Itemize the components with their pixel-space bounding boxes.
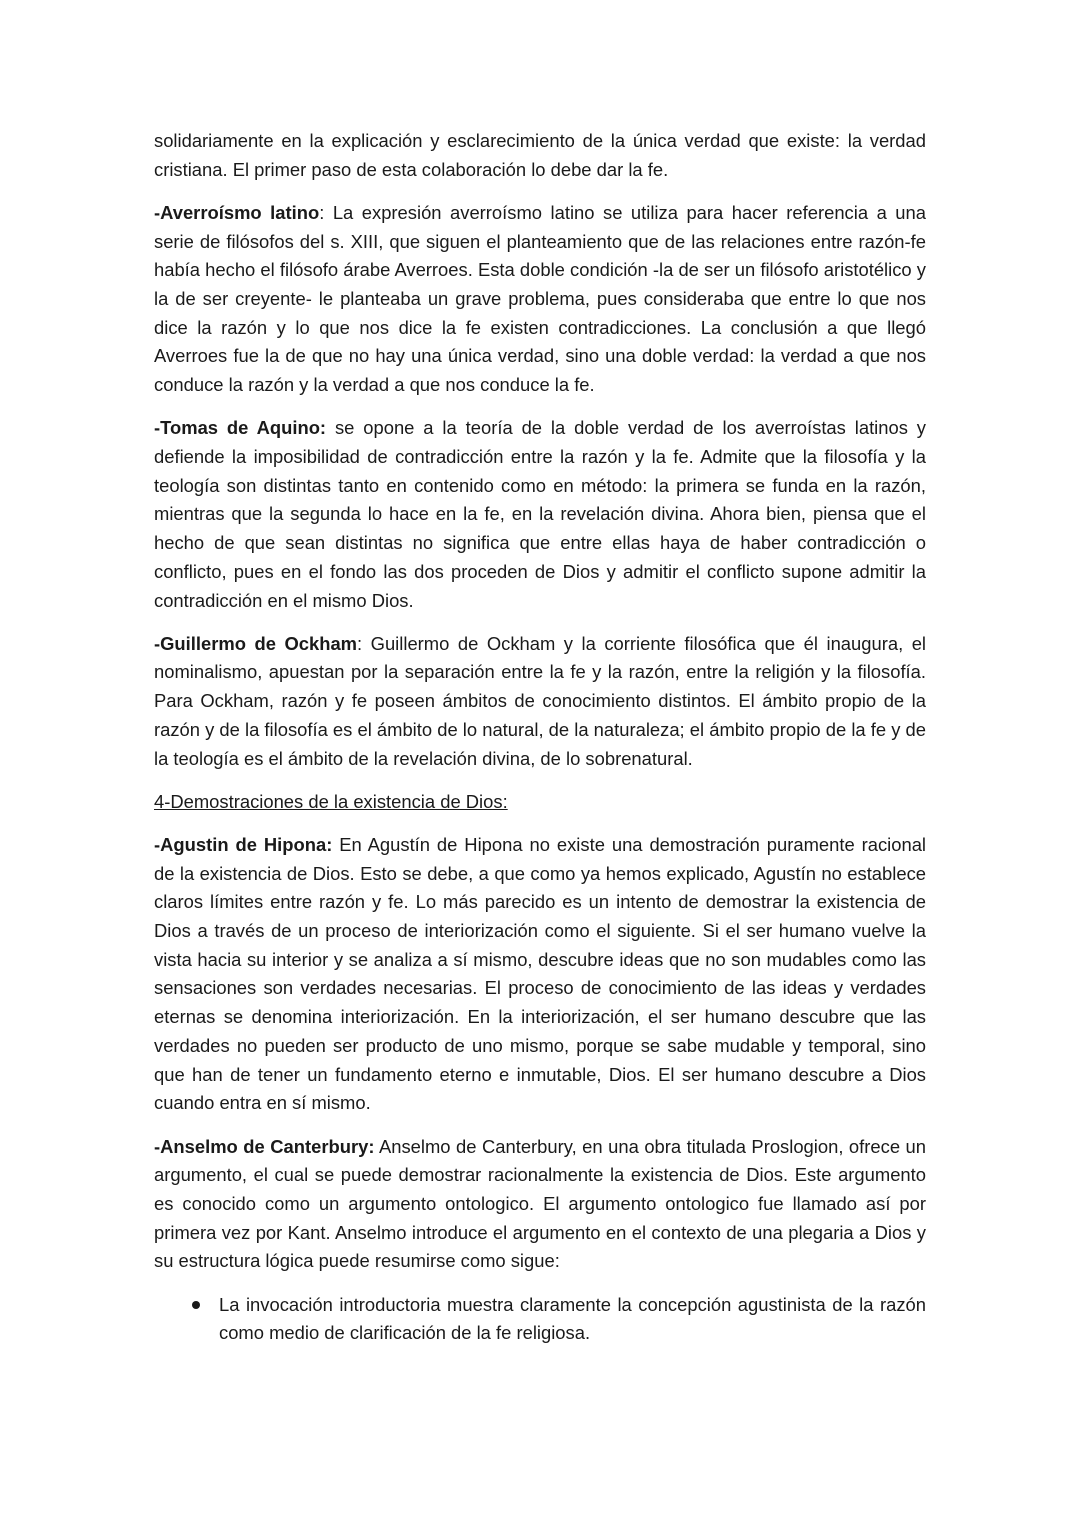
aquino-paragraph [154,414,926,615]
averroismo-heading: -Averroísmo latino [154,201,320,223]
averroismo-text: : La expresión averroísmo latino se utiliza para hacer referencia a una serie de filósofos del s. XIII, que siguen el planteamiento que de las relaciones entre razón-fe había hecho el filósofo árabe Averroes. Esta doble condición -la de ser un filósofo aristotélico y la de ser creyente- le planteaba un grave problema, pues consideraba que entre lo que nos dice la razón y lo que nos dice la fe existen contradicciones. La conclusión a que llegó Averroes fue la de que no hay una única verdad, sino una doble verdad: la verdad a que nos conduce la razón y la verdad a que nos conduce la fe. [154,201,926,396]
agustin-heading: -Agustin de Hipona: [154,833,333,855]
anselmo-paragraph [154,1133,926,1277]
ockham-paragraph [154,630,926,774]
ockham-heading: -Guillermo de Ockham [154,632,358,654]
document-page [154,127,926,1348]
intro-text: solidariamente en la explicación y esclarecimiento de la única verdad que existe: la verdad cristiana. El primer paso de esta colaboración lo debe dar la fe. [154,130,926,180]
averroismo-paragraph [154,199,926,400]
bullet-text: La invocación introductoria muestra claramente la concepción agustinista de la razón como medio de clarificación de la fe religiosa. [219,1293,926,1344]
intro-paragraph [154,127,926,184]
aquino-heading: -Tomas de Aquino: [154,417,327,439]
list-item [154,1291,926,1348]
anselmo-heading: -Anselmo de Canterbury: [154,1135,375,1157]
section-4-title: 4-Demostraciones de la existencia de Dios: [154,790,508,812]
agustin-paragraph [154,831,926,1118]
aquino-text: se opone a la teoría de la doble verdad de los averroístas latinos y defiende la imposibilidad de contradicción entre la razón y la fe. Admite que la filosofía y la teología son distintas tanto en contenido como en método: la primera se funda en la razón, mientras que la segunda lo hace en la fe, en la revelación divina. Ahora bien, piensa que el hecho de que sean distintas no significa que entre ellas haya de haber contradicción o conflicto, pues en el fondo las dos proceden de Dios y admitir el conflicto supone admitir la contradicción en el mismo Dios. [154,417,927,611]
bullet-icon [192,1301,200,1309]
agustin-text: En Agustín de Hipona no existe una demostración puramente racional de la existencia de Dios. Esto se debe, a que como ya hemos explicado, Agustín no establece claros límites entre razón y fe. Lo más parecido es un intento de demostrar la existencia de Dios a través de un proceso de interiorización como el siguiente. Si el ser humano vuelve la vista hacia su interior y se analiza a sí mismo, descubre ideas que no son mudables como las sensaciones son verdades necesarias. El proceso de conocimiento de las ideas y verdades eternas se denomina interiorización. En la interiorización, el ser humano descubre que las verdades no pueden ser producto de uno mismo, porque se sabe mudable y temporal, sino que han de tener un fundamento eterno e inmutable, Dios. El ser humano descubre a Dios cuando entra en sí mismo. [154,833,927,1114]
anselmo-text: Anselmo de Canterbury, en una obra titulada Proslogion, ofrece un argumento, el cual se puede demostrar racionalmente la existencia de Dios. Este argumento es conocido como un argumento ontologico. El argumento ontologico fue llamado así por primera vez por Kant. Anselmo introduce el argumento en el contexto de una plegaria a Dios y su estructura lógica puede resumirse como sigue: [154,1135,926,1272]
bullet-list [154,1291,926,1348]
ockham-text: : Guillermo de Ockham y la corriente filosófica que él inaugura, el nominalismo, apuestan por la separación entre la fe y la razón, entre la religión y la filosofía. Para Ockham, razón y fe poseen ámbitos de conocimiento distintos. El ámbito propio de la razón y de la filosofía es el ámbito de lo natural, de la naturaleza; el ámbito propio de la fe y de la teología es el ámbito de la revelación divina, de lo sobrenatural. [154,632,927,769]
